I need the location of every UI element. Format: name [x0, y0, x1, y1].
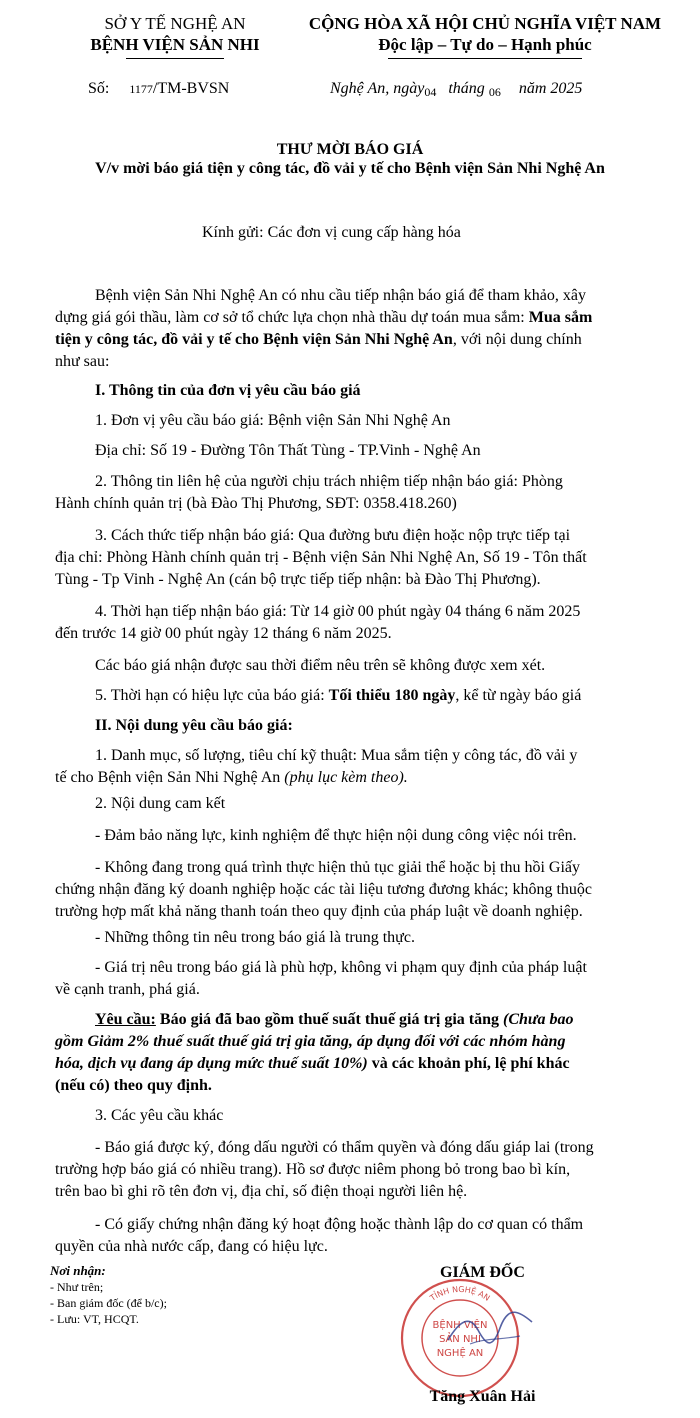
date-place: Nghệ An, ngày	[330, 80, 425, 97]
section-1-address: Địa chỉ: Số 19 - Đường Tôn Thất Tùng - TP.Vinh - Nghệ An	[95, 442, 481, 459]
intro-line-3	[55, 329, 582, 351]
section-1-item-5	[95, 685, 581, 707]
section-1-item-3-line-3: Tùng - Tp Vinh - Nghệ An (cán bộ trực tiếp tiếp nhận: bà Đào Thị Phương).	[55, 571, 541, 588]
document-title: THƯ MỜI BÁO GIÁ	[276, 141, 424, 158]
section-2-item-2: 2. Nội dung cam kết	[95, 795, 226, 812]
section-1-late-note: Các báo giá nhận được sau thời điểm nêu trên sẽ không được xem xét.	[95, 657, 546, 674]
other-req-1-line-2: trường hợp báo giá có nhiều trang). Hồ sơ được niêm phong bỏ trong bao bì kín,	[55, 1161, 571, 1178]
requirement-text-1b: (Chưa bao	[503, 1011, 574, 1028]
commitment-4-line-1: - Giá trị nêu trong báo giá là phù hợp, không vi phạm quy định của pháp luật	[95, 959, 587, 976]
commitment-2-line-2: chứng nhận đăng ký doanh nghiệp hoặc các tài liệu tương đương khác; không thuộc	[55, 881, 593, 898]
org-parent: SỞ Y TẾ NGHỆ AN	[104, 14, 246, 33]
section-1-item-1: 1. Đơn vị yêu cầu báo giá: Bệnh viện Sản Nhi Nghệ An	[95, 412, 451, 429]
section-1-item-2-line-2: Hành chính quản trị (bà Đào Thị Phương, SĐT: 0358.418.260)	[55, 495, 457, 512]
section-1-item-2-line-1: 2. Thông tin liên hệ của người chịu trách nhiệm tiếp nhận báo giá: Phòng	[95, 473, 563, 490]
intro-text-2b: Mua sắm	[528, 309, 593, 326]
document-number	[88, 79, 229, 99]
item-1-text-a: tế cho Bệnh viện Sản Nhi Nghệ An	[55, 769, 285, 786]
requirement-line-2: gồm Giảm 2% thuế suất thuế giá trị gia tăng, áp dụng đối với các nhóm hàng	[55, 1033, 566, 1050]
handwritten-signature-icon	[440, 1300, 540, 1360]
recipient-item: - Ban giám đốc (để b/c);	[50, 1296, 167, 1310]
item-5-text-c: , kể từ ngày báo giá	[455, 687, 582, 704]
recipients-label: Nơi nhận:	[50, 1263, 106, 1278]
item-5-text-a: 5. Thời hạn có hiệu lực của báo giá:	[95, 687, 329, 704]
requirement-line-1	[95, 1009, 574, 1031]
commitment-2-line-1: - Không đang trong quá trình thực hiện thủ tục giải thể hoặc bị thu hồi Giấy	[95, 859, 581, 876]
intro-line-1: Bệnh viện Sản Nhi Nghệ An có nhu cầu tiếp nhận báo giá để tham khảo, xây	[95, 287, 586, 304]
stamp-line-3: NGHỆ AN	[436, 1348, 484, 1359]
requirement-text-3b: và các khoản phí, lệ phí khác	[367, 1055, 570, 1072]
section-2-item-3: 3. Các yêu cầu khác	[95, 1107, 224, 1124]
section-2-item-1-line-1: 1. Danh mục, số lượng, tiêu chí kỹ thuật: Mua sắm tiện y công tác, đồ vải y	[95, 747, 578, 764]
section-1-item-3-line-1: 3. Cách thức tiếp nhận báo giá: Qua đường bưu điện hoặc nộp trực tiếp tại	[95, 527, 571, 544]
section-1-item-4-line-1: 4. Thời hạn tiếp nhận báo giá: Từ 14 giờ 00 phút ngày 04 tháng 6 năm 2025	[95, 603, 581, 620]
other-req-1-line-3: trên bao bì ghi rõ tên đơn vị, địa chỉ, số điện thoại người liên hệ.	[55, 1183, 468, 1200]
org-name: BỆNH VIỆN SẢN NHI	[90, 35, 260, 54]
number-value: 1177	[129, 82, 153, 96]
other-req-2-line-1: - Có giấy chứng nhận đăng ký hoạt động hoặc thành lập do cơ quan có thẩm	[95, 1216, 584, 1233]
recipient-line: Kính gửi: Các đơn vị cung cấp hàng hóa	[202, 224, 461, 241]
intro-text-3b: , với nội dung chính	[452, 331, 582, 348]
country-name: CỘNG HÒA XÃ HỘI CHỦ NGHĨA VIỆT NAM	[308, 14, 662, 33]
stamp-line-1: BỆNH VIỆN	[432, 1320, 488, 1331]
other-req-2-line-2: quyền của nhà nước cấp, đang có hiệu lực.	[55, 1238, 328, 1255]
date-month-label: tháng	[448, 80, 485, 97]
motto-underline	[388, 58, 582, 59]
recipient-item: - Lưu: VT, HCQT.	[50, 1312, 139, 1326]
section-2-item-1-line-2	[55, 767, 408, 789]
stamp-line-2: SẢN NHI	[439, 1334, 481, 1345]
org-name-underline	[126, 58, 224, 59]
intro-line-2	[55, 307, 592, 329]
document-date	[330, 79, 582, 99]
requirement-text-3a: hóa, dịch vụ đang áp dụng mức thuế suất 10%)	[55, 1055, 368, 1072]
date-month: 06	[488, 85, 501, 99]
number-label: Số:	[88, 80, 110, 97]
item-1-text-b: (phụ lục kèm theo).	[284, 769, 408, 786]
requirement-text-1a: Báo giá đã bao gồm thuế suất thuế giá trị gia tăng	[155, 1011, 504, 1028]
intro-text-2a: dựng giá gói thầu, làm cơ sở tổ chức lựa chọn nhà thầu dự toán mua sắm:	[55, 309, 529, 326]
section-1-heading: I. Thông tin của đơn vị yêu cầu báo giá	[95, 382, 361, 399]
commitment-1: - Đảm bảo năng lực, kinh nghiệm để thực hiện nội dung công việc nói trên.	[95, 827, 577, 844]
intro-line-4: như sau:	[55, 353, 110, 370]
motto: Độc lập – Tự do – Hạnh phúc	[378, 35, 592, 54]
commitment-4-line-2: về cạnh tranh, phá giá.	[55, 981, 200, 998]
recipient-item: - Như trên;	[50, 1280, 104, 1294]
commitment-2-line-3: trường hợp mất khả năng thanh toán theo quy định của pháp luật về doanh nghiệp.	[55, 903, 583, 920]
stamp-ring-text: TỈNH NGHỆ AN	[428, 1284, 492, 1303]
section-2-heading: II. Nội dung yêu cầu báo giá:	[95, 717, 293, 734]
document-subject: V/v mời báo giá tiện y công tác, đồ vải y tế cho Bệnh viện Sản Nhi Nghệ An	[95, 160, 605, 177]
signer-title: GIÁM ĐỐC	[440, 1264, 525, 1281]
number-suffix: /TM-BVSN	[152, 80, 230, 97]
intro-text-3a: tiện y công tác, đồ vải y tế cho Bệnh viện Sản Nhi Nghệ An	[55, 331, 453, 348]
other-req-1-line-1: - Báo giá được ký, đóng dấu người có thẩm quyền và đóng dấu giáp lai (trong	[95, 1139, 594, 1156]
requirement-label: Yêu cầu:	[95, 1011, 156, 1028]
date-day: 04	[424, 85, 437, 99]
item-5-text-b: Tối thiểu 180 ngày	[328, 687, 456, 704]
date-year: năm 2025	[518, 80, 583, 97]
section-1-item-4-line-2: đến trước 14 giờ 00 phút ngày 12 tháng 6 năm 2025.	[55, 625, 392, 642]
signer-name: Tăng Xuân Hải	[429, 1388, 536, 1405]
requirement-line-3	[55, 1053, 570, 1075]
commitment-3: - Những thông tin nêu trong báo giá là trung thực.	[95, 929, 415, 946]
requirement-line-4: (nếu có) theo quy định.	[55, 1077, 212, 1094]
section-1-item-3-line-2: địa chỉ: Phòng Hành chính quản trị - Bệnh viện Sản Nhi Nghệ An, Số 19 - Tôn thất	[55, 549, 587, 566]
